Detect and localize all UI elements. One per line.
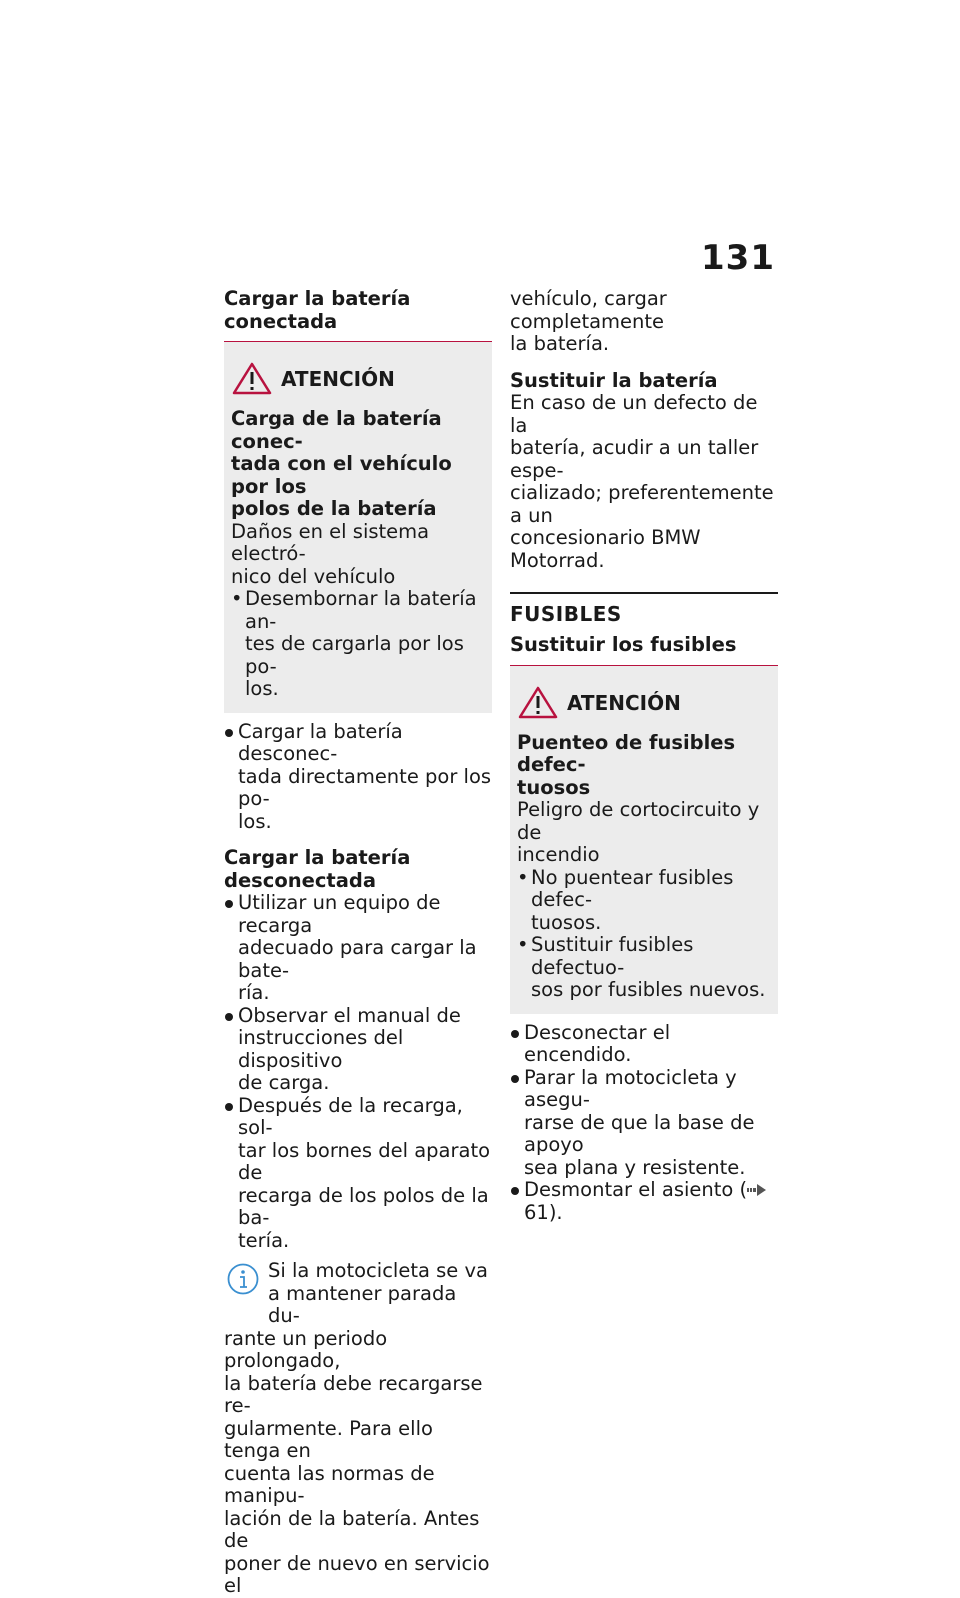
heading-replace-battery: Sustituir la batería — [510, 368, 718, 392]
warning-label: ATENCIÓN — [567, 690, 681, 715]
step-ignition-off: Desconectar el encendido. — [510, 1022, 778, 1067]
step-use-charger: Utilizar un equipo de recarga adecuado para cargar la bate- ría. — [224, 892, 492, 1005]
warning-description: Daños en el sistema electró- nico del vehículo — [231, 519, 430, 588]
heading-replace-fuses: Sustituir los fusibles — [510, 634, 778, 666]
page-reference-arrow-icon — [747, 1183, 767, 1197]
page-number: 131 — [701, 238, 775, 278]
page-reference-link[interactable]: 61). — [524, 1200, 563, 1224]
step-remove-seat: Desmontar el asiento (61). — [510, 1179, 778, 1224]
step-park-motorcycle: Parar la motocicleta y asegu- rarse de que la base de apoyo sea plana y resistente. — [510, 1067, 778, 1180]
warning-triangle-icon — [231, 362, 273, 396]
right-column — [510, 288, 778, 1224]
warning-title: Carga de la batería conec- tada con el vehículo por los polos de la batería — [231, 407, 452, 520]
warning-label: ATENCIÓN — [281, 367, 395, 391]
warning-title: Puenteo de fusibles defec- tuosos — [517, 730, 736, 799]
warning-box-fuses — [510, 666, 778, 1014]
section-title-fuses: FUSIBLES — [510, 602, 622, 626]
warning-bullet: • No puentear fusibles defec- tuosos. — [517, 867, 770, 935]
step-release-terminals: Después de la recarga, sol- tar los bornes del aparato de recarga de los polos de la ba- tería. — [224, 1095, 492, 1253]
warning-bullet: • Desembornar la batería an- tes de cargarla por los po- los. — [231, 588, 484, 701]
heading-charge-disconnected: Cargar la batería desconectada — [224, 846, 411, 892]
section-divider — [510, 592, 778, 594]
warning-bullet: • Sustituir fusibles defectuo- sos por fusibles nuevos. — [517, 934, 770, 1002]
step-charge-disconnected: Cargar la batería desconec- tada directamente por los po- los. — [224, 721, 492, 834]
continued-text: vehículo, cargar completamente la batería. — [510, 287, 667, 355]
info-icon — [226, 1262, 260, 1296]
step-observe-manual: Observar el manual de instrucciones del dispositivo de carga. — [224, 1005, 492, 1095]
info-note: Si la motocicleta se va a mantener parada du- rante un periodo prolongado, la batería debe recargarse re- gularmente. Para ello tenga en cuenta las normas de manipu- lación de la batería. Antes de poner de nuevo en servicio el — [224, 1259, 490, 1597]
warning-box-charging — [224, 342, 492, 713]
warning-triangle-icon — [517, 686, 559, 720]
replace-battery-paragraph: En caso de un defecto de la batería, acudir a un taller espe- cializado; preferentemente a un concesionario BMW Motorrad. — [510, 391, 774, 572]
warning-description: Peligro de cortocircuito y de incendio — [517, 798, 760, 866]
left-column — [224, 288, 492, 1598]
heading-charge-connected: Cargar la batería conectada — [224, 288, 492, 342]
